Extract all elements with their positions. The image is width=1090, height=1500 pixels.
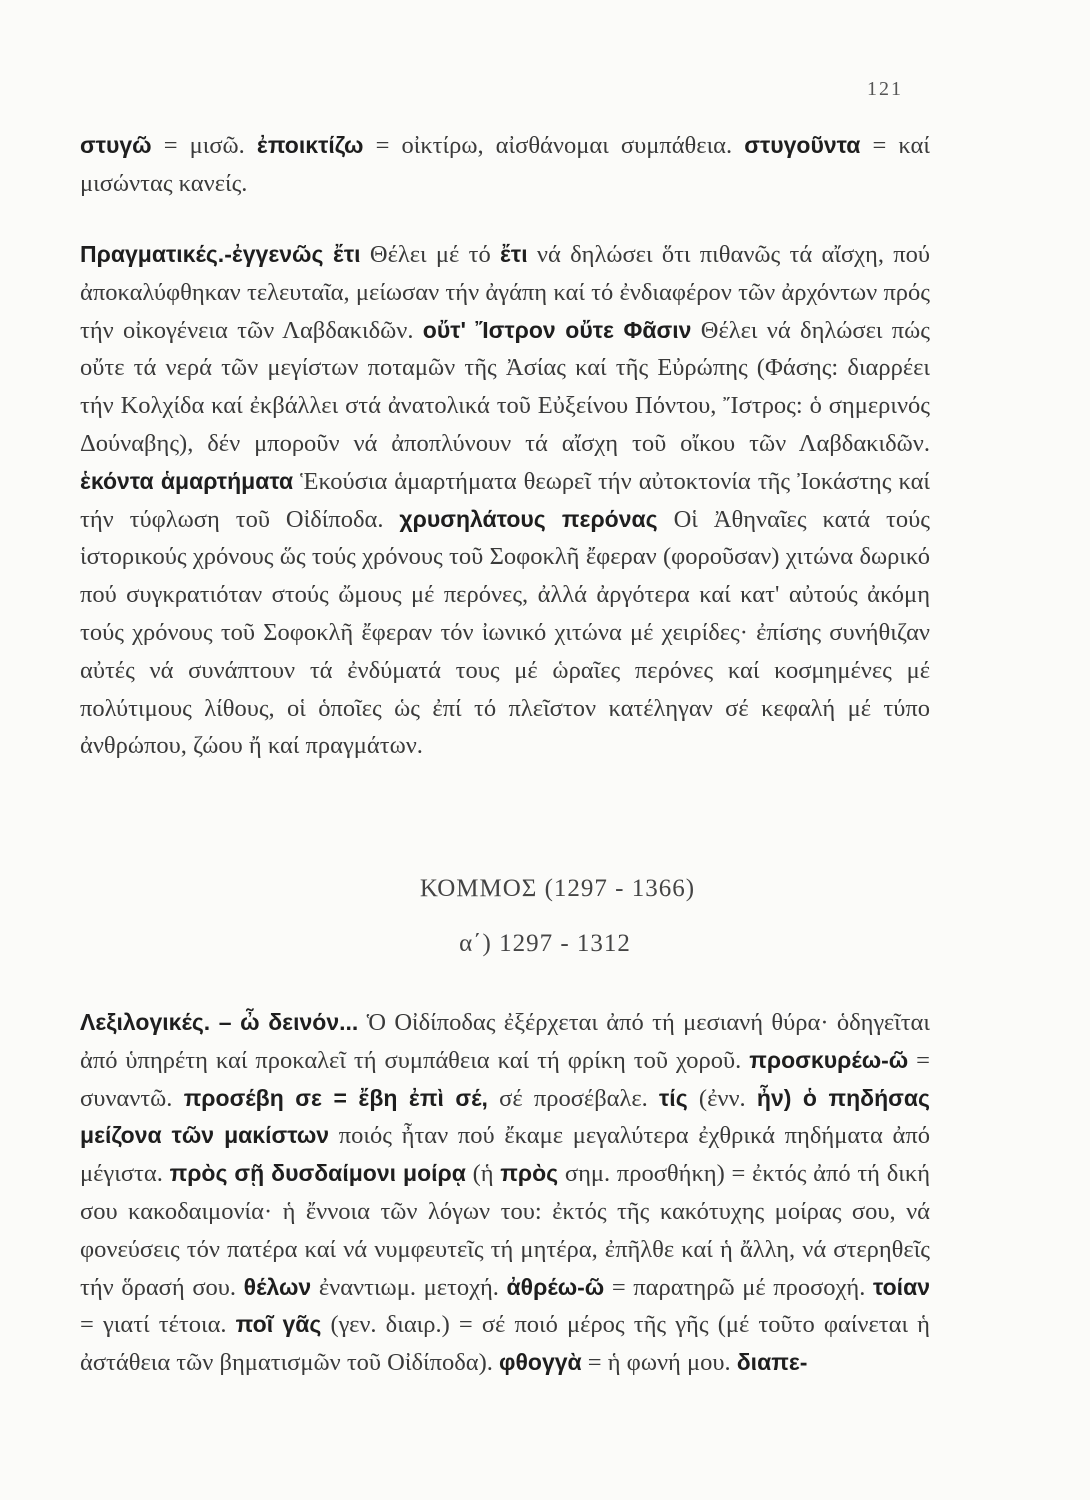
term: τίς bbox=[659, 1084, 688, 1111]
term: θέλων bbox=[243, 1273, 312, 1300]
term: ἀθρέω-ῶ bbox=[506, 1273, 605, 1300]
term: ποῖ γᾶς bbox=[235, 1311, 322, 1338]
subsection-title: α΄) 1297 - 1312 bbox=[459, 930, 631, 957]
section-title: ΚΟΜΜΟΣ (1297 - 1366) bbox=[419, 875, 696, 902]
gloss: Ὁ Οἰδίποδας ἐξέρχεται ἀπό τή μεσιανή θύρα· ὁδηγεῖται ἀπό ὑπηρέτη καί προκαλεῖ τή συμπάθεια καί τή φρίκη τοῦ χοροῦ. bbox=[80, 1009, 930, 1074]
term: Πραγματικές.-ἐγγενῶς ἔτι bbox=[80, 241, 361, 267]
term: πρὸς bbox=[500, 1160, 559, 1187]
term: στυγῶ bbox=[80, 132, 152, 158]
term: ἑκόντα ἁμαρτήματα bbox=[80, 467, 294, 494]
page-number: 121 bbox=[867, 78, 903, 100]
gloss: Θέλει μέ τό bbox=[360, 241, 501, 268]
gloss: = ἡ φωνή μου. bbox=[581, 1349, 737, 1377]
gloss: (γεν. διαιρ.) = σέ ποιό μέρος τῆς γῆς (μέ τοῦτο φαίνεται ἡ ἀστάθεια τῶν βηματισμῶν τοῦ Οἰδίποδα). bbox=[80, 1311, 930, 1377]
gloss: = καί μισώντας κανείς. bbox=[80, 132, 930, 197]
paragraph-glossary-top bbox=[80, 127, 930, 203]
gloss: Οἱ Ἀθηναῖες κατά τούς ἱστορικούς χρόνους ὥς τούς χρόνους τοῦ Σοφοκλῆ ἔφεραν (φοροῦσαν) χιτώνα δωρικό πού συγκρατιόταν στούς ὤμους μέ περόνες, ἀλλά ἀργότερα καί κατ' αὐτούς ἀκόμη τούς χρόνους τοῦ Σοφοκλῆ ἔφεραν τόν ἰωνικό χιτώνα μέ χειρίδες· ἐπίσης συνήθιζαν αὐτές νά συνάπτουν τά ἐνδύματά τους μέ ὡραῖες περόνες καί κοσμημένες μέ πολύτιμους λίθους, οἱ ὁποῖες ὡς ἐπί τό πλεῖστον κατέληγαν σέ κεφαλή μέ τύπο ἀνθρώπου, ζώου ἤ καί πραγμάτων. bbox=[80, 505, 930, 760]
term: ἐποικτίζω bbox=[256, 132, 364, 158]
term: Λεξιλογικές. – ὦ δεινόν... bbox=[80, 1009, 359, 1035]
gloss: = παρατηρῶ μέ προσοχή. bbox=[604, 1273, 873, 1301]
term: προσέβη σε = ἔβη ἐπὶ σέ, bbox=[183, 1084, 488, 1111]
gloss: σέ προσέβαλε. bbox=[487, 1084, 660, 1112]
gloss: = μισῶ. bbox=[151, 132, 257, 159]
gloss: (ἡ bbox=[465, 1160, 501, 1188]
gloss: = συναντῶ. bbox=[80, 1046, 930, 1112]
term: στυγοῦντα bbox=[744, 132, 861, 158]
gloss: ἐναντιωμ. μετοχή. bbox=[311, 1273, 507, 1301]
paragraph-factual-notes bbox=[80, 236, 930, 765]
gloss: νά δηλώσει ὅτι πιθανῶς τά αἴσχη, πού ἀποκαλύφθηκαν τελευταῖα, μείωσαν τήν ἀγάπη καί τό ἐνδιαφέρον τῶν ἀρχόντων πρός τήν οἰκογένεια τῶν Λαβδακιδῶν. bbox=[80, 241, 931, 344]
term: χρυσηλάτους περόνας bbox=[399, 505, 658, 532]
gloss: = γιατί τέτοια. bbox=[80, 1311, 236, 1339]
term: οὔτ' Ἴστρον οὔτε Φᾶσιν bbox=[422, 316, 692, 343]
paragraph-lexical-notes bbox=[80, 1004, 930, 1382]
term: τοίαν bbox=[873, 1273, 930, 1300]
gloss: ποιός ἦταν πού ἔκαμε μεγαλύτερα ἐχθρικά πηδήματα ἀπό μέγιστα. bbox=[80, 1122, 930, 1188]
term: φθογγὰ bbox=[499, 1349, 582, 1376]
gloss: (ἐνν. bbox=[687, 1084, 757, 1112]
term: προσκυρέω-ῶ bbox=[749, 1046, 909, 1073]
gloss: Θέλει νά δηλώσει πώς οὔτε τά νερά τῶν μεγίστων ποταμῶν τῆς Ἀσίας καί τῆς Εὐρώπης (Φάσης: διαρρέει τήν Κολχίδα καί ἐκβάλλει στά ἀνατολικά τοῦ Εὐξείνου Πόντου, Ἴστρος: ὁ σημερινός Δούναβης), δέν μποροῦν νά ἀποπλύνουν τά αἴσχη τοῦ οἴκου τῶν Λαβδακιδῶν. bbox=[80, 316, 930, 457]
gloss: Ἑκούσια ἁμαρτήματα θεωρεῖ τήν αὐτοκτονία τῆς Ἰοκάστης καί τήν τύφλωση τοῦ Οἰδίποδα. bbox=[80, 467, 931, 533]
term: ἔτι bbox=[500, 241, 528, 267]
term: πρὸς σῇ δυσδαίμονι μοίρᾳ bbox=[169, 1160, 466, 1187]
gloss: = οἰκτίρω, αἰσθάνομαι συμπάθεια. bbox=[363, 132, 745, 159]
term: διαπε- bbox=[736, 1349, 808, 1376]
term: ἦν) ὁ πηδήσας μείζονα τῶν μακίστων bbox=[80, 1084, 930, 1149]
gloss: σημ. προσθήκη) = ἐκτός ἀπό τή δική σου κακοδαιμονία· ἡ ἔννοια τῶν λόγων του: ἐκτός τῆς κακότυχης μοίρας σου, νά φονεύσεις τόν πατέρα καί νά νυμφευτεῖς τή μητέρα, ἐπῆλθε καί ἡ ἄλλη, νά στερηθεῖς τήν ὅρασή σου. bbox=[80, 1160, 931, 1301]
